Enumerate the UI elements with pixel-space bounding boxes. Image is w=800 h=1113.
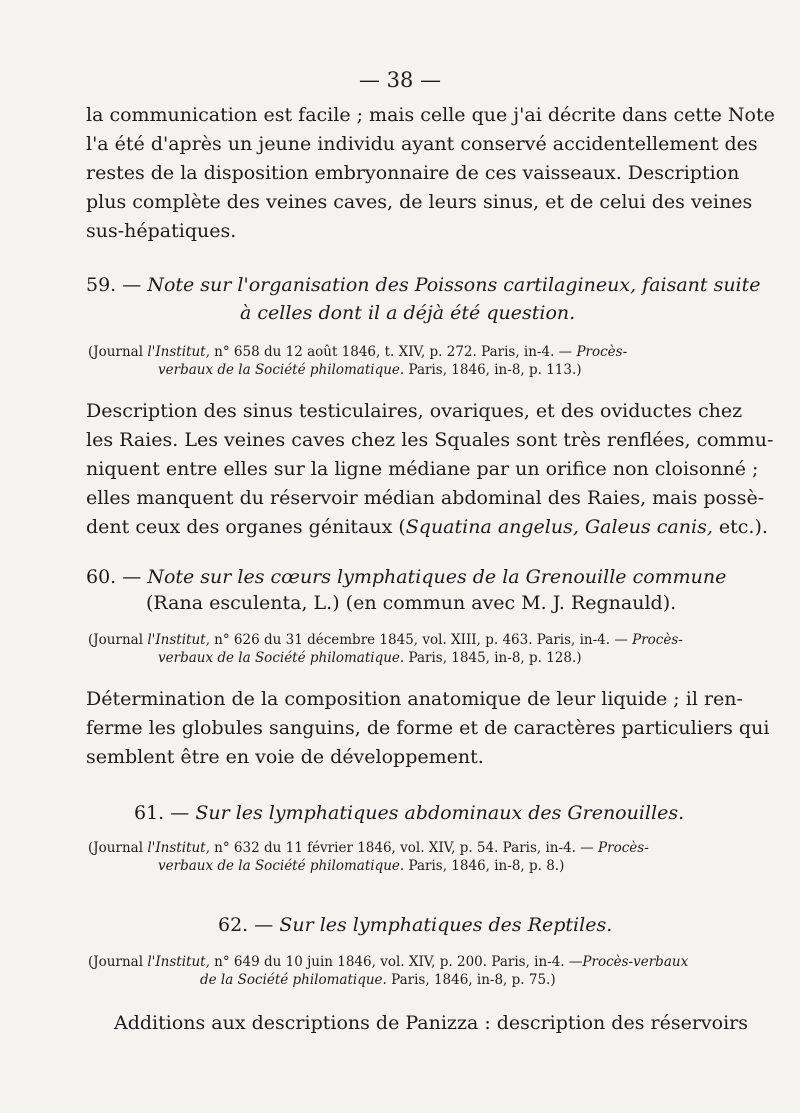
text-line: restes de la disposition embryonnaire de ces vaisseaux. Description [86,162,740,184]
entry-number: 61. [134,802,165,824]
entry-62-reference [88,952,688,972]
text-line: plus complète des veines caves, de leurs sinus, et de celui des veines [86,191,753,213]
ref-source: verbaux de la Société philomatique. [158,362,405,378]
text-line: sus-hépatiques. [86,220,237,242]
text-line: semblent être en voie de développement. [86,746,484,768]
ref-journal: l'Institut, [147,840,210,856]
text-line: Additions aux descriptions de Panizza : description des réservoirs [114,1012,748,1034]
ref-journal: l'Institut, [147,344,210,360]
ref-text: n° 626 du 31 décembre 1845, vol. XIII, p. 463. Paris, in-4. — [209,632,628,648]
ref-source: verbaux de la Société philomatique. [158,650,405,666]
text-line: les Raies. Les veines caves chez les Squales sont très renflées, commu- [86,429,774,451]
ref-source: verbaux de la Société philomatique. [158,858,405,874]
text-line: niquent entre elles sur la ligne médiane par un orifice non cloisonné ; [86,458,759,480]
ref-text: (Journal [88,954,148,970]
ref-text: Procès-verbaux [582,954,689,970]
text-line [86,514,768,540]
ref-source: de la Société philomatique. [200,972,387,988]
ref-text: (Journal [88,632,148,648]
text-span: dent ceux des organes génitaux ( [86,516,406,538]
entry-59-reference-cont [158,360,582,380]
entry-title: Note sur les cœurs lymphatiques de la Grenouille commune [147,566,727,588]
text-line: l'a été d'après un jeune individu ayant conservé accidentellement des [86,133,758,155]
ref-text: Paris, 1846, in-8, p. 75.) [386,972,556,988]
text-line: elles manquent du réservoir médian abdominal des Raies, mais possè- [86,487,765,509]
ref-text: Procès- [598,840,649,856]
ref-text: (Journal [88,840,148,856]
ref-text: Paris, 1846, in-8, p. 8.) [404,858,565,874]
entry-title: Sur les lymphatiques abdominaux des Grenouilles. [195,802,685,824]
entry-number: 60. [86,566,117,588]
text-line: Description des sinus testiculaires, ovariques, et des oviductes chez [86,400,743,422]
entry-60-heading [86,564,727,590]
ref-journal: l'Institut, [147,954,210,970]
entry-title: Sur les lymphatiques des Reptiles. [279,914,613,936]
entry-title: Note sur l'organisation des Poissons cartilagineux, faisant suite [147,274,761,296]
ref-text: Paris, 1846, in-8, p. 113.) [404,362,582,378]
entry-dash: — [122,566,142,588]
entry-59-heading [86,272,761,298]
text-span: etc.). [712,516,768,538]
text-line: ferme les globules sanguins, de forme et de caractères particuliers qui [86,717,770,739]
entry-60-heading-cont: (Rana esculenta, L.) (en commun avec M. J. Regnauld). [146,592,677,614]
ref-text: Procès- [632,632,683,648]
text-line: la communication est facile ; mais celle que j'ai décrite dans cette Note [86,104,775,126]
entry-61-reference-cont [158,856,564,876]
ref-text: n° 649 du 10 juin 1846, vol. XIV, p. 200. Paris, in-4. — [209,954,583,970]
ref-text: Procès- [576,344,628,360]
entry-60-reference [88,630,683,650]
ref-journal: l'Institut, [147,632,210,648]
entry-61-reference [88,838,649,858]
entry-title: à celles dont il a déjà été question. [240,302,576,324]
entry-dash: — [254,914,274,936]
entry-60-reference-cont [158,648,582,668]
entry-61-heading [134,800,694,826]
ref-text: n° 632 du 11 février 1846, vol. XIV, p. 54. Paris, in-4. — [209,840,594,856]
ref-text: (Journal [88,344,148,360]
ref-text: n° 658 du 12 août 1846, t. XIV, p. 272. Paris, in-4. — [209,344,573,360]
entry-62-heading [218,912,638,938]
page-number: — 38 — [358,68,442,92]
text-line: Détermination de la composition anatomique de leur liquide ; il ren- [86,688,743,710]
entry-62-reference-cont [200,970,556,990]
entry-dash: — [170,802,190,824]
entry-dash: — [122,274,142,296]
entry-59-reference [88,342,627,362]
entry-number: 59. [86,274,117,296]
ref-text: Paris, 1845, in-8, p. 128.) [404,650,582,666]
entry-59-heading-cont [240,300,640,326]
species-names: Squatina angelus, Galeus canis, [405,516,713,538]
entry-number: 62. [218,914,249,936]
